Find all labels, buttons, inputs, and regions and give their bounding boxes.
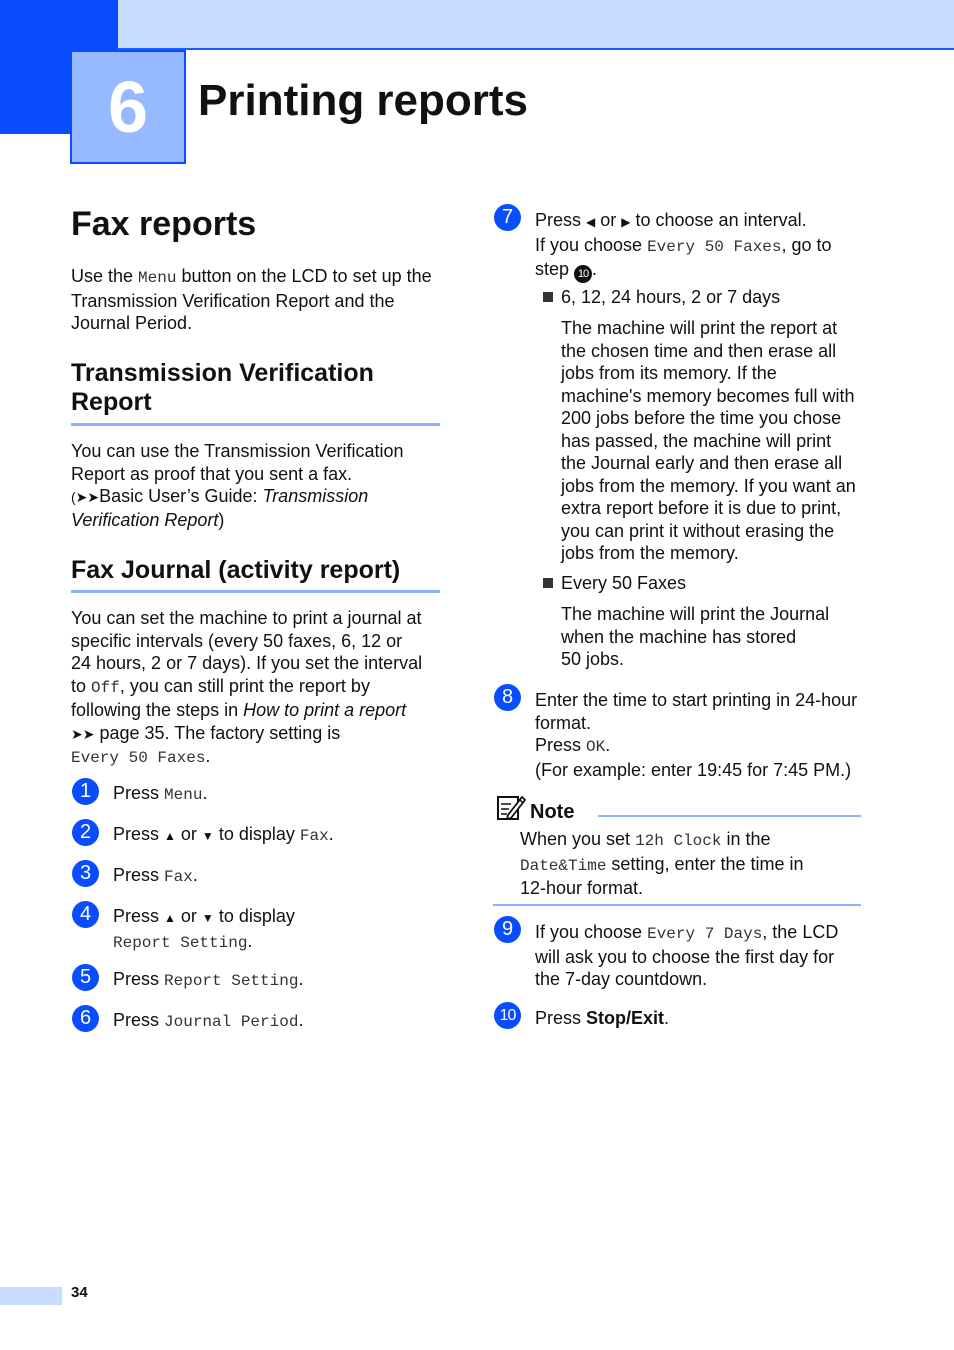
right-arrow-icon: ▶ <box>621 215 631 229</box>
step-7-number: 7 <box>494 204 521 231</box>
step-4-number: 4 <box>72 901 99 928</box>
step-10-text: Press Stop/Exit. <box>535 1008 670 1028</box>
step-4-text: Press ▲ or ▼ to display Report Setting. <box>113 906 295 952</box>
chapter-title: Printing reports <box>198 76 529 125</box>
step-8-text: Enter the time to start printing in 24-hour format. Press OK. (For example: enter 19:45 for 7:45 PM.) <box>535 690 858 780</box>
bullet-1-body: The machine will print the report at the chosen time and then erase all jobs from its memory. If the machine's memory becomes full with 200 jobs before the time you chose has passed, the machine will print the Journal early and then erase all jobs from the memory. If you want an extra report before it is due to print, you can print it without erasing the jobs from the memory. <box>561 318 856 563</box>
step-9-text: If you choose Every 7 Days, the LCD will ask you to choose the first day for the 7-day countdown. <box>535 922 839 989</box>
header-band <box>0 0 954 50</box>
step-1-text: Press Menu. <box>113 783 208 804</box>
down-arrow-icon: ▼ <box>201 829 214 843</box>
bullet-2-body: The machine will print the Journal when the machine has stored 50 jobs. <box>561 604 830 669</box>
step-3-number: 3 <box>72 860 99 887</box>
chapter-number: 6 <box>107 68 149 148</box>
bullet-square <box>543 578 553 588</box>
step-1-number: 1 <box>72 778 99 805</box>
bullet-1-title: 6, 12, 24 hours, 2 or 7 days <box>561 287 781 307</box>
step-2-text: Press ▲ or ▼ to display Fax. <box>113 824 334 845</box>
up-arrow-icon: ▲ <box>164 911 176 925</box>
note-body: When you set 12h Clock in the Date&Time setting, enter the time in 12-hour format. <box>520 829 804 898</box>
left-arrow-icon: ◀ <box>586 215 596 229</box>
step-2-number: 2 <box>72 819 99 846</box>
step-3-text: Press Fax. <box>113 865 198 886</box>
journal-title: Fax Journal (activity report) <box>71 556 401 584</box>
bullet-2-title: Every 50 Faxes <box>561 573 687 593</box>
step-7-text: Press ◀ or ▶ to choose an interval. If you choose Every 50 Faxes, go to step 10 . <box>535 209 832 283</box>
section-title: Fax reports <box>71 205 257 243</box>
journal-title-rule <box>71 590 440 593</box>
step-9-number: 9 <box>494 916 521 943</box>
bullet-square <box>543 292 553 302</box>
step-6-text: Press Journal Period. <box>113 1010 304 1031</box>
step-6-number: 6 <box>72 1005 99 1032</box>
note-label: Note <box>530 801 575 823</box>
page-number-tab <box>0 1287 62 1305</box>
down-arrow-icon: ▼ <box>201 911 214 925</box>
tvr-body: You can use the Transmission Verification Report as proof that you sent a fax. (➤➤Basic User’s Guide: Transmission Verification Report) <box>71 441 404 530</box>
step-5-number: 5 <box>72 964 99 991</box>
note-bottom-rule <box>493 904 861 906</box>
section-intro: Use the Menu button on the LCD to set up the Transmission Verification Report and the Journal Period. <box>71 266 432 333</box>
up-arrow-icon: ▲ <box>164 829 176 843</box>
step-8-number: 8 <box>494 684 521 711</box>
journal-body: You can set the machine to print a journal at specific intervals (every 50 faxes, 6, 12 or 24 hours, 2 or 7 days). If you set the interval to Off, you can still print the report by following the steps in How to print a report ➤➤ page 35. The factory setting is Every 50 Faxes. <box>71 608 423 767</box>
tvr-title: Transmission Verification Report <box>71 359 374 416</box>
note-pencil-icon <box>496 793 526 823</box>
step-10-number: 10 <box>494 1002 521 1029</box>
page-number: 34 <box>71 1284 88 1301</box>
step-5-text: Press Report Setting. <box>113 969 304 990</box>
note-top-rule <box>598 815 861 817</box>
step-10-reference: 10 <box>574 265 592 283</box>
tvr-title-rule <box>71 423 440 426</box>
